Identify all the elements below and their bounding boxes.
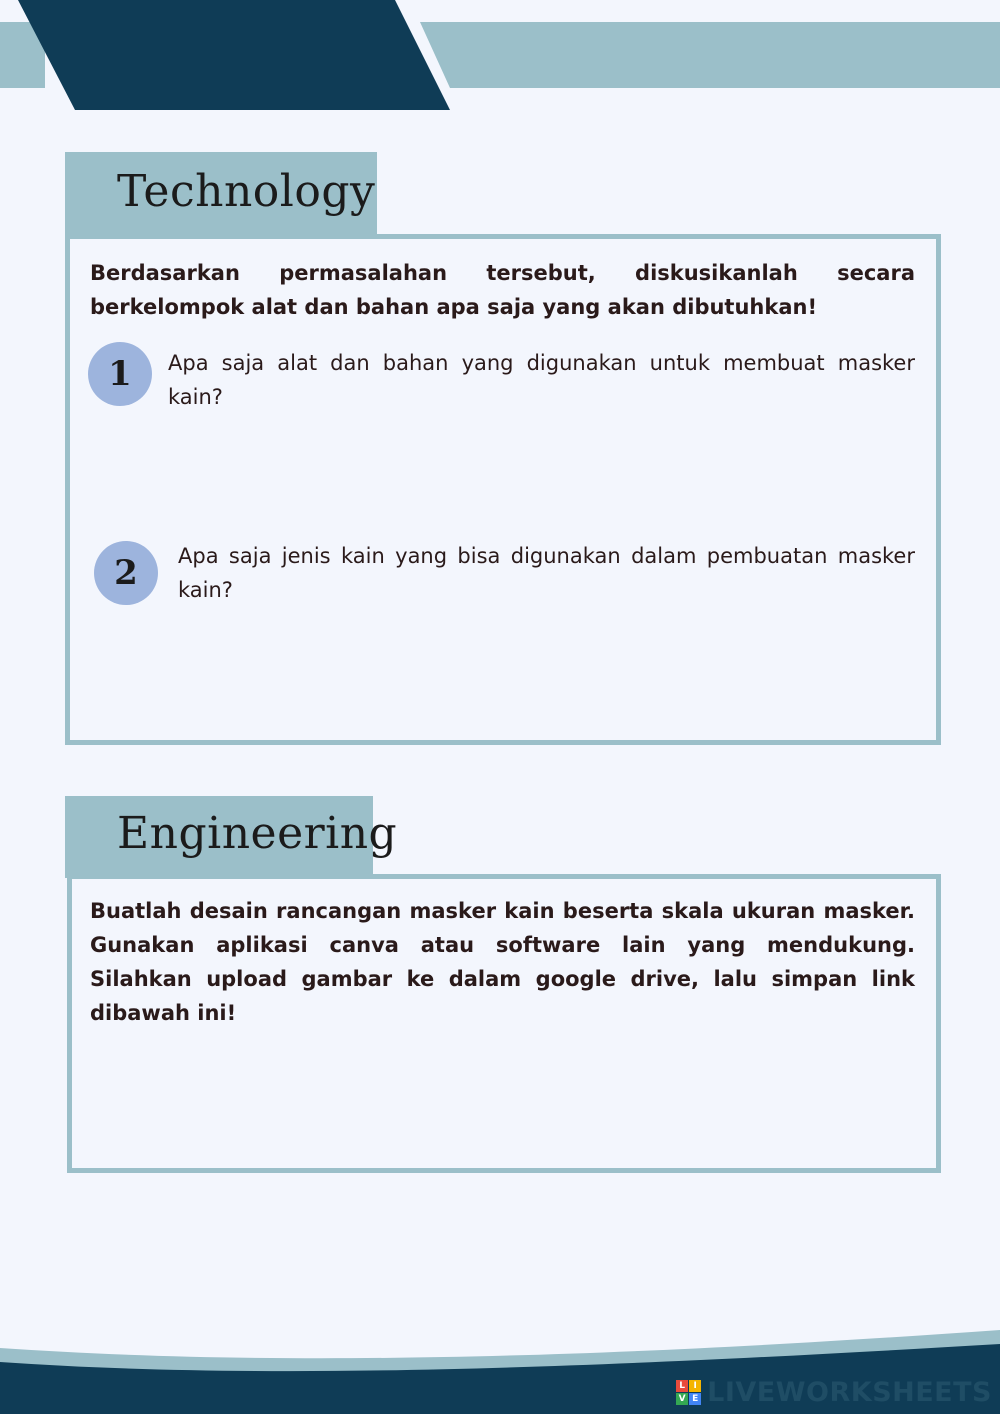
- logo-letter: L: [676, 1380, 688, 1392]
- question-text: Apa saja alat dan bahan yang digunakan untuk membuat masker kain?: [168, 351, 915, 409]
- header-decoration: [0, 0, 1000, 130]
- header-right-stripe: [420, 22, 1000, 88]
- question-number: 1: [108, 354, 132, 394]
- technology-tab: [65, 152, 377, 238]
- engineering-tab: [65, 796, 398, 878]
- question-number: 2: [114, 553, 138, 593]
- question-text: Apa saja jenis kain yang bisa digunakan dalam pembuatan masker kain?: [178, 544, 915, 602]
- header-navy-block: [18, 0, 450, 110]
- logo-letter: I: [689, 1380, 701, 1392]
- engineering-prompt: Buatlah desain rancangan masker kain beserta skala ukuran masker. Gunakan aplikasi canva atau software lain yang mendukung. Silahkan upload gambar ke dalam google drive, lalu simpan link dibawah ini!: [90, 899, 915, 1025]
- liveworksheets-logo: [676, 1377, 992, 1408]
- logo-letter: V: [676, 1393, 688, 1405]
- question-number-badge: [94, 541, 158, 605]
- logo-letter: E: [689, 1393, 701, 1405]
- engineering-title: Engineering: [117, 808, 398, 859]
- technology-prompt: Berdasarkan permasalahan tersebut, diskusikanlah secara berkelompok alat dan bahan apa saja yang akan dibutuhkan!: [90, 261, 915, 319]
- liveworksheets-logo-text: LIVEWORKSHEETS: [707, 1377, 992, 1408]
- liveworksheets-logo-icon: [676, 1380, 701, 1405]
- question-number-badge: [88, 342, 152, 406]
- technology-title: Technology: [117, 166, 376, 217]
